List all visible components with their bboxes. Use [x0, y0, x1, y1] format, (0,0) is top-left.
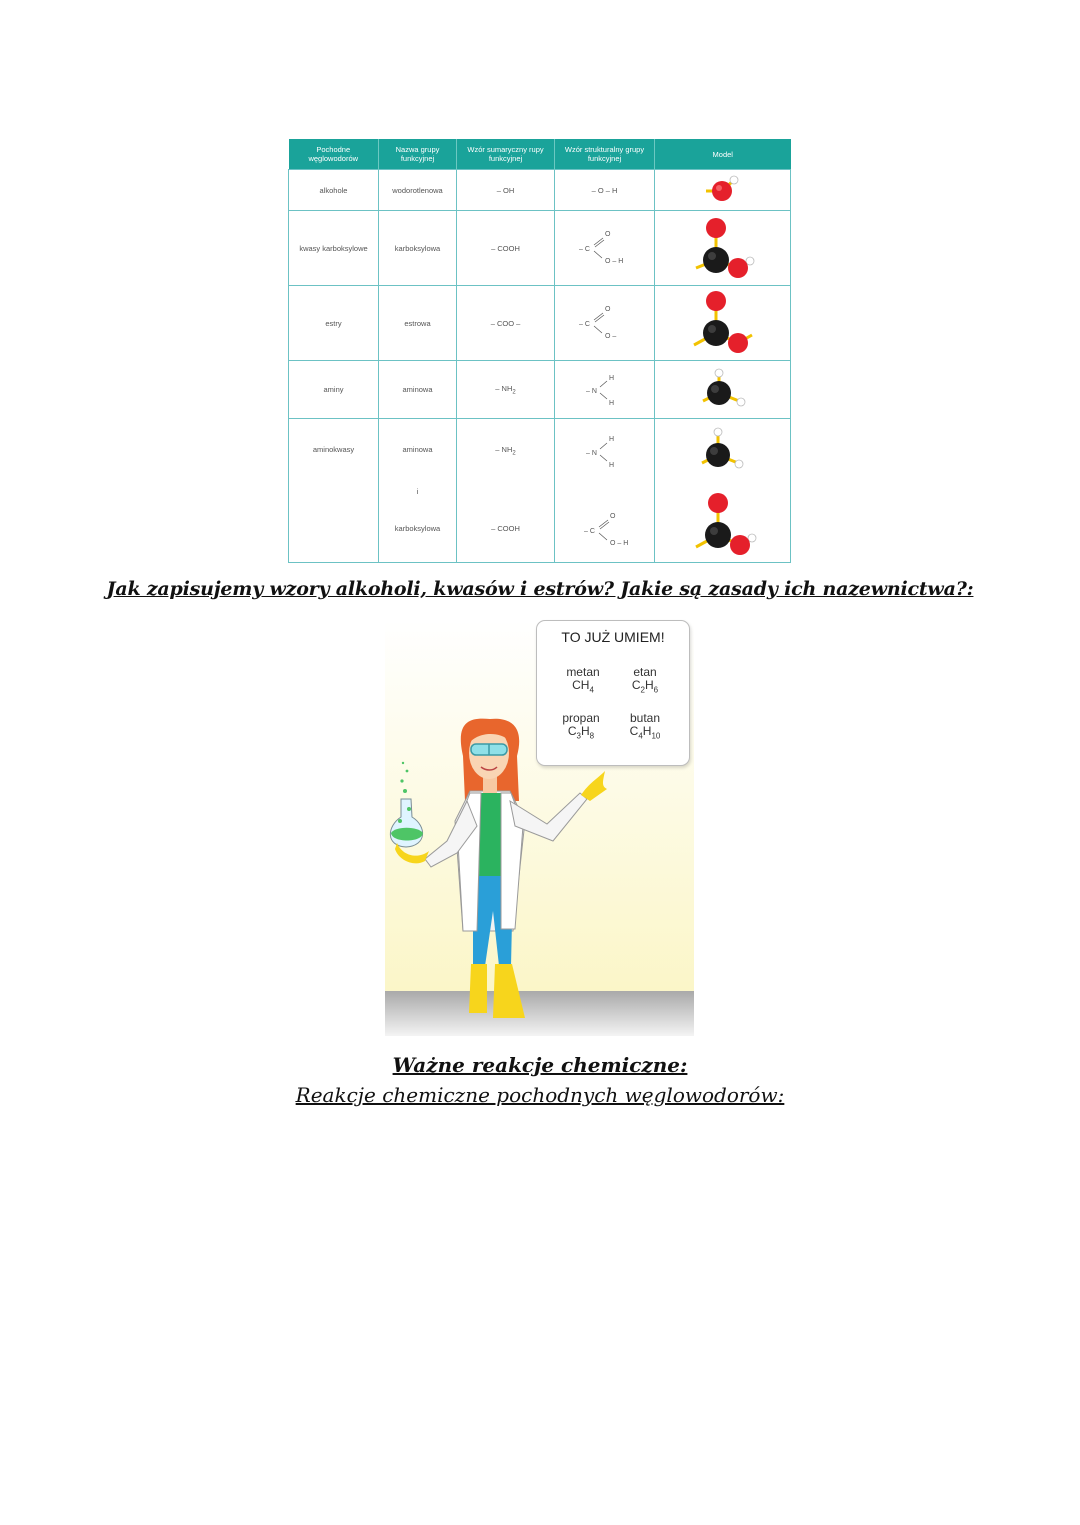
table-header-row [289, 139, 791, 170]
group-name: karboksylowa [379, 211, 457, 286]
table-row [289, 170, 791, 211]
header-cell: Pochodne węglowodorów [289, 139, 379, 170]
svg-text:– N: – N [585, 450, 597, 457]
svg-text:O – H: O – H [609, 540, 628, 547]
group-formula: – OH [457, 170, 555, 211]
group-formula: – $NH_2$ – COOH [457, 419, 555, 563]
header-cell: Wzór strukturalny grupy funkcyjnej [555, 139, 655, 170]
structural-formula [555, 361, 655, 419]
model-cell [655, 286, 791, 361]
question-heading: Jak zapisujemy wzory alkoholi, kwasów i estrów? Jakie są zasady ich nazewnictwa?: [106, 578, 974, 600]
group-formula: – $NH_2$ [457, 361, 555, 419]
carboxyl-model-icon [688, 216, 758, 280]
group-formula: – COO – [457, 286, 555, 361]
model-cell [655, 211, 791, 286]
hydrocarbon-item [615, 666, 675, 696]
reactions-heading: Ważne reakcje chemiczne: [392, 1053, 688, 1077]
table-row [289, 419, 791, 563]
svg-text:H: H [608, 374, 614, 382]
hydrocarbon-formula: $C_3H_8$ [567, 724, 595, 741]
derivative-name: alkohole [289, 170, 379, 211]
table-row [289, 286, 791, 361]
svg-text:– C: – C [583, 528, 595, 535]
hydrocarbon-name: metan [566, 665, 600, 679]
derivative-name: aminy [289, 361, 379, 419]
structural-formula [555, 419, 655, 563]
model-cell [655, 419, 791, 563]
svg-text:– C: – C [578, 246, 590, 253]
group-name: wodorotlenowa [379, 170, 457, 211]
svg-text:– C: – C [578, 321, 590, 328]
structural-formula: – O – H [555, 170, 655, 211]
hydroxyl-model-icon [698, 173, 748, 207]
hydrocarbon-item [615, 712, 675, 742]
svg-text:O: O [604, 231, 610, 238]
svg-text:H: H [608, 399, 614, 407]
svg-text:O – H: O – H [604, 258, 623, 265]
aminoacid-structure-icon [575, 419, 635, 559]
carboxyl-structure-icon [575, 226, 635, 270]
model-cell [655, 170, 791, 211]
svg-text:H: H [608, 436, 614, 443]
structural-formula [555, 286, 655, 361]
header-cell: Wzór sumaryczny rupy funkcyjnej [457, 139, 555, 170]
hydrocarbon-name: etan [633, 665, 657, 679]
model-cell [655, 361, 791, 419]
hydrocarbon-name: propan [562, 711, 600, 725]
hydrocarbon-formula: $CH_4$ [572, 678, 594, 695]
derivative-name: aminokwasy [289, 419, 379, 563]
speech-bubble [536, 620, 690, 766]
structural-formula [555, 211, 655, 286]
group-name: estrowa [379, 286, 457, 361]
derivative-name: estry [289, 286, 379, 361]
hydrocarbon-formula: $C_4H_{10}$ [629, 724, 661, 741]
svg-text:O –: O – [604, 333, 616, 340]
group-name: aminowa [379, 361, 457, 419]
table-row [289, 361, 791, 419]
hydrocarbon-item [553, 666, 613, 696]
svg-text:O: O [609, 513, 615, 520]
functional-groups-table [288, 139, 791, 563]
amine-model-icon [693, 367, 753, 413]
aminoacid-model-icon [688, 419, 758, 559]
derivative-name: kwasy karboksylowe [289, 211, 379, 286]
hydrocarbon-item [551, 712, 611, 742]
table-row [289, 211, 791, 286]
svg-text:H: H [608, 462, 614, 469]
ester-model-icon [688, 291, 758, 355]
hydrocarbon-name: butan [629, 711, 661, 725]
hydrocarbon-formula: $C_2H_6$ [631, 678, 659, 695]
amine-structure-icon [580, 370, 630, 410]
bubble-title: TO JUŻ UMIEM! [561, 629, 665, 645]
group-formula: – COOH [457, 211, 555, 286]
header-cell: Model [655, 139, 791, 170]
svg-text:O: O [604, 306, 610, 313]
group-name: aminowa i karboksylowa [379, 419, 457, 563]
header-cell: Nazwa grupy funkcyjnej [379, 139, 457, 170]
svg-text:– N: – N [585, 387, 597, 395]
reactions-subheading: Reakcje chemiczne pochodnych węglowodorów: [295, 1083, 785, 1107]
ester-structure-icon [575, 301, 635, 345]
